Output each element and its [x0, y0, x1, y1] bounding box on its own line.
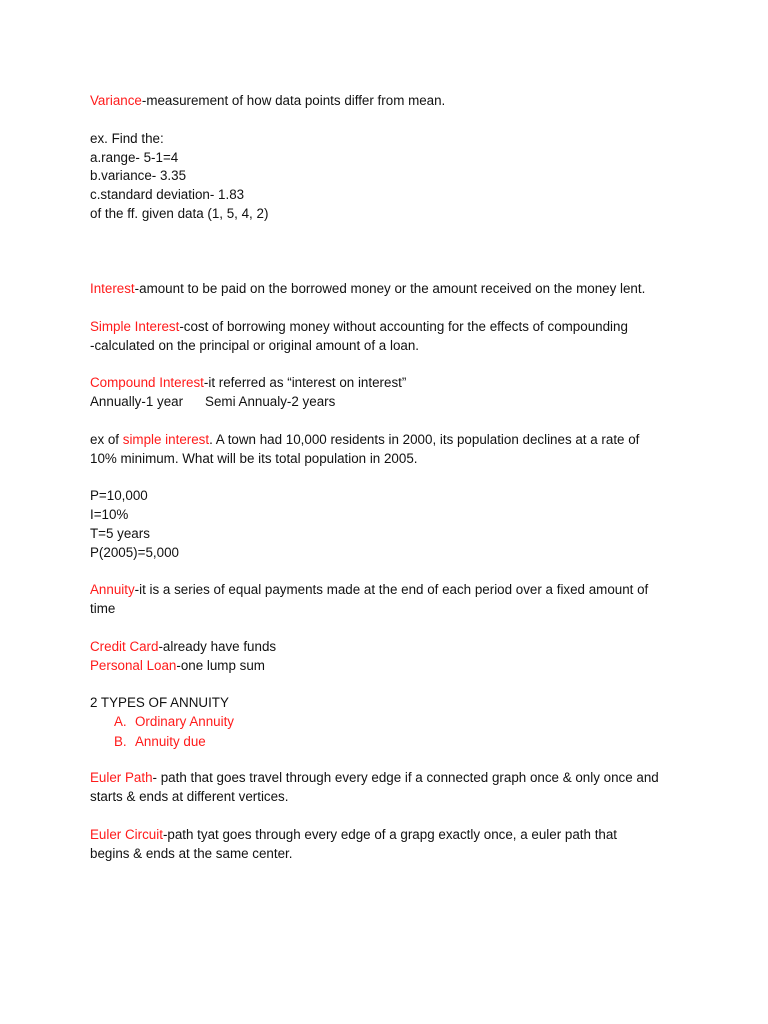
compound-interest-term: Compound Interest: [90, 375, 204, 390]
annuity-type-label: Annuity due: [135, 734, 206, 749]
euler-path-definition-line2: starts & ends at different vertices.: [90, 789, 289, 804]
variance-example-std-dev: c.standard deviation- 1.83: [90, 187, 245, 202]
compound-interest-definition-text: -it referred as “interest on interest”: [203, 375, 407, 390]
variance-definition-text: -measurement of how data points differ from mean.: [141, 93, 446, 108]
variance-example-variance: b.variance- 3.35: [90, 168, 187, 183]
example-text: . A town had 10,000 residents in 2000, its population declines at a rate of: [209, 432, 640, 447]
example-term: simple interest: [122, 432, 210, 447]
euler-circuit-definition-line2: begins & ends at the same center.: [90, 846, 293, 861]
credit-card-term: Credit Card: [90, 639, 159, 654]
example-principal: P=10,000: [90, 488, 148, 503]
annuity-types-heading: 2 TYPES OF ANNUITY: [90, 695, 229, 710]
compound-semi-annually: Semi Annualy-2 years: [205, 394, 336, 409]
annuity-type-item: [114, 732, 206, 751]
annuity-term: Annuity: [90, 582, 135, 597]
example-prefix: ex of: [90, 432, 123, 447]
variance-example-heading: ex. Find the:: [90, 131, 164, 146]
personal-loan-definition: [90, 656, 265, 675]
annuity-definition-text: -it is a series of equal payments made at the end of each period over a fixed amount of: [134, 582, 649, 597]
list-marker: B.: [114, 734, 127, 749]
euler-path-term: Euler Path: [90, 770, 153, 785]
annuity-definition-line2: time: [90, 601, 116, 616]
compound-annually: Annually-1 year: [90, 394, 184, 409]
simple-interest-definition-line2: -calculated on the principal or original amount of a loan.: [90, 338, 420, 353]
interest-term: Interest: [90, 281, 135, 296]
credit-card-definition: [90, 637, 276, 656]
list-marker: A.: [114, 714, 127, 729]
annuity-definition: [90, 580, 648, 599]
example-interest-rate: I=10%: [90, 507, 129, 522]
simple-interest-example-line2: 10% minimum. What will be its total population in 2005.: [90, 451, 418, 466]
variance-term: Variance: [90, 93, 142, 108]
example-result: P(2005)=5,000: [90, 545, 179, 560]
variance-definition: [90, 91, 445, 110]
simple-interest-definition-text: -cost of borrowing money without accounting for the effects of compounding: [179, 319, 628, 334]
euler-path-definition: [90, 768, 659, 787]
personal-loan-definition-text: -one lump sum: [176, 658, 265, 673]
variance-example-data: of the ff. given data (1, 5, 4, 2): [90, 206, 269, 221]
variance-example-range: a.range- 5-1=4: [90, 150, 179, 165]
euler-circuit-term: Euler Circuit: [90, 827, 163, 842]
annuity-type-item: [114, 712, 234, 731]
compound-interest-periods: [90, 392, 335, 411]
compound-interest-definition: [90, 373, 406, 392]
simple-interest-example: [90, 430, 639, 449]
euler-circuit-definition: [90, 825, 617, 844]
example-time: T=5 years: [90, 526, 150, 541]
interest-definition: [90, 279, 645, 298]
euler-circuit-definition-text: -path tyat goes through every edge of a grapg exactly once, a euler path that: [162, 827, 618, 842]
interest-definition-text: -amount to be paid on the borrowed money or the amount received on the money lent.: [134, 281, 646, 296]
personal-loan-term: Personal Loan: [90, 658, 177, 673]
simple-interest-definition: [90, 317, 628, 336]
credit-card-definition-text: -already have funds: [158, 639, 277, 654]
annuity-type-label: Ordinary Annuity: [135, 714, 234, 729]
simple-interest-term: Simple Interest: [90, 319, 180, 334]
euler-path-definition-text: - path that goes travel through every edge if a connected graph once & only once and: [152, 770, 659, 785]
